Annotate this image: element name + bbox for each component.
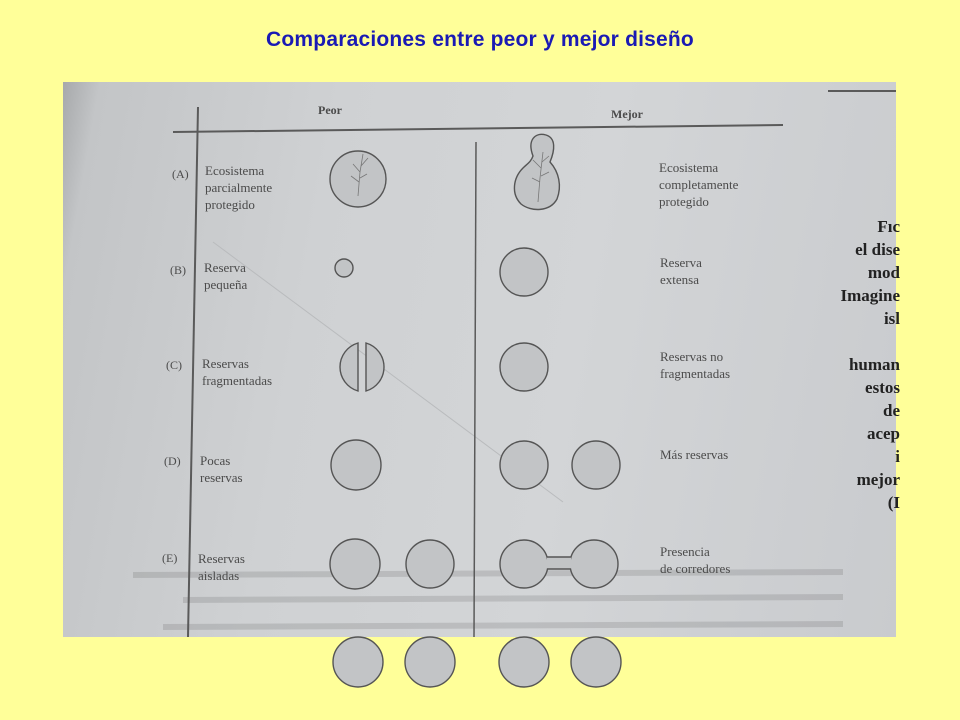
row-c-better-label: Reservas no fragmentadas xyxy=(660,349,731,381)
row-letter-e: (E) xyxy=(162,551,178,565)
circle-e-worse-2 xyxy=(406,540,454,588)
circle-c-better xyxy=(500,343,548,391)
circle-e-better-1 xyxy=(500,540,548,588)
facing-page-text: Fıc el dise mod Imagine isl human estos de acep i mejor (I xyxy=(840,217,900,512)
row-d-better-label: Más reservas xyxy=(660,447,729,462)
blob-a-better xyxy=(514,134,559,209)
row-letter-d: (D) xyxy=(164,454,181,468)
diagram-graphics xyxy=(63,82,896,637)
header-better: Mejor xyxy=(611,107,643,121)
row-b-better-label: Reserva extensa xyxy=(660,255,702,287)
circle-b-worse xyxy=(335,259,353,277)
header-rule xyxy=(173,125,783,132)
circle-e-worse-1 xyxy=(330,539,380,589)
row-a-worse-label: Ecosistema parcialmente protegido xyxy=(205,163,273,212)
half-circle-c-left xyxy=(340,343,358,391)
book-page-photo xyxy=(63,82,900,637)
circle-a-worse xyxy=(330,151,386,207)
row-letter-a: (A) xyxy=(172,167,189,181)
center-vertical-rule xyxy=(474,142,476,637)
row-letter-c: (C) xyxy=(166,358,182,372)
left-vertical-rule xyxy=(188,107,198,637)
circle-d-better-2 xyxy=(572,441,620,489)
row-letter-b: (B) xyxy=(170,263,186,277)
corridor xyxy=(547,557,571,569)
row-b-worse-label: Reserva pequeña xyxy=(204,260,248,292)
row-e-worse-label: Reservas aisladas xyxy=(198,551,245,583)
slide-title: Comparaciones entre peor y mejor diseño xyxy=(266,28,694,51)
row-c-worse-label: Reservas fragmentadas xyxy=(202,356,273,388)
header-worse: Peor xyxy=(318,103,342,117)
row-a-better-label: Ecosistema completamente protegido xyxy=(659,160,739,209)
circle-d-worse xyxy=(331,440,381,490)
row-e-better-label: Presencia de corredores xyxy=(660,544,731,576)
circle-e-better-2 xyxy=(570,540,618,588)
row-d-worse-label: Pocas reservas xyxy=(200,453,243,485)
circle-d-better-1 xyxy=(500,441,548,489)
half-circle-c-right xyxy=(366,343,384,391)
circle-b-better xyxy=(500,248,548,296)
